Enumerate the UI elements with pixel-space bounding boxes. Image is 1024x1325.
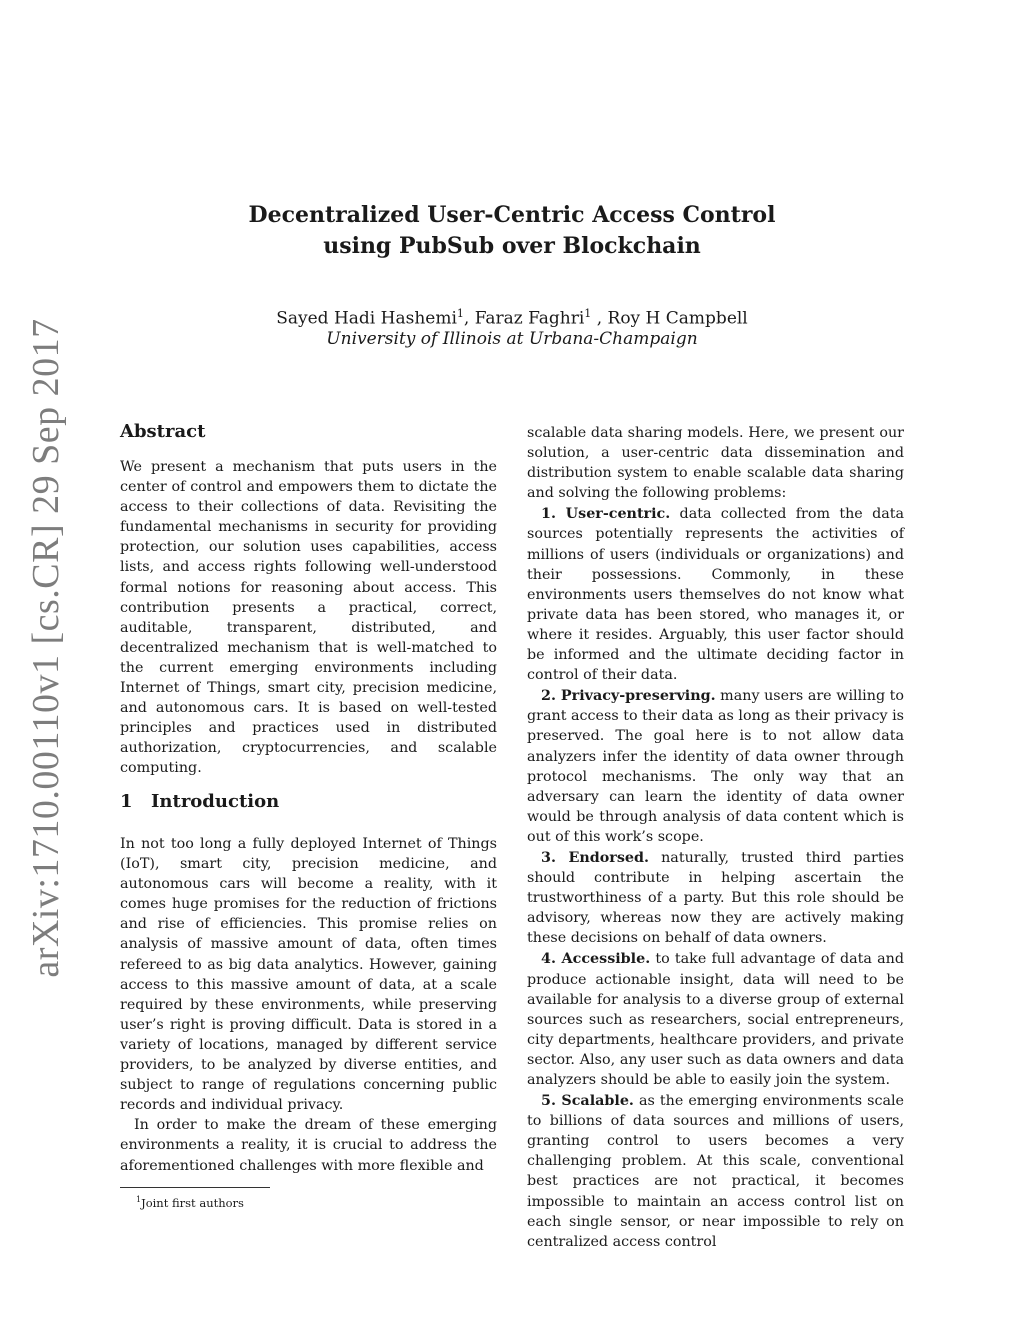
problem-item-accessible [527, 949, 904, 1090]
abstract-body [120, 457, 497, 779]
author-name: Faraz Faghri [474, 308, 585, 329]
item-text: as the emerging environments scale to billions of data sources and millions of users, granting control to users becomes a very challenging problem. At this scale, conventional best practices are not practical, it becomes impossible to maintain an access control list on each single sensor, or near impossible to rely on centralized access control [527, 1093, 905, 1250]
paper-title [200, 200, 824, 262]
footnote-divider [120, 1187, 270, 1188]
introduction-paragraph-2: In order to make the dream of these emerging environments a reality, it is crucial to address the aforementioned challenges with more flexible and [120, 1117, 497, 1174]
section-number: 1 [120, 791, 133, 812]
item-label: 3. Endorsed. [541, 849, 649, 866]
item-text: many users are willing to grant access to their data as long as their privacy is preserved. The goal here is to not allow data analyzers infer the identity of data owner through protocol mechanisms. The only way that an adversary can learn the identity of data owner would be through analysis of data content which is out of this work’s scope. [527, 688, 905, 845]
section-title: Introduction [151, 791, 280, 812]
footnote [136, 1192, 244, 1211]
introduction-paragraph-2-continued: scalable data sharing models. Here, we present our solution, a user-centric data dissemination and distribution system to enable scalable data sharing and solving the following problems: [527, 425, 904, 502]
abstract-paragraph: We present a mechanism that puts users in the center of control and empowers them to dictate the access to their collections of data. Revisiting the fundamental mechanisms in security for providing protection, our solution uses capabilities, access lists, and access rights following well-understood formal notions for reasoning about access. This contribution presents a practical, correct, auditable, transparent, distributed, and decentralized mechanism that is well-matched to the current emerging environments including Internet of Things, smart city, precision medicine, and autonomous cars. It is based on well-tested principles and practices used in distributed authorization, cryptocurrencies, and scalable computing. [120, 459, 497, 777]
author-name: Roy H Campbell [607, 308, 748, 329]
abstract-heading: Abstract [120, 421, 206, 442]
item-text: data collected from the data sources potentially represents the activities of millions of users (individuals or organizations) and their possessions. Commonly, in these environments users themselves do not know what private data has been stored, who manages it, or where it resides. Arguably, this user factor should be informed and the ultimate deciding factor in control of their data. [527, 506, 905, 684]
item-label: 4. Accessible. [541, 951, 651, 968]
introduction-paragraph-1: In not too long a fully deployed Internet of Things (IoT), smart city, precision medicine, and autonomous cars will become a reality, with it comes huge promises for the reduction of frictions and rise of efficiencies. This promise relies on analysis of massive amount of data, often times refereed to as big data analytics. However, gaining access to this massive amount of data, at a scale required by these environments, while preserving user’s right is proving difficult. Data is stored in a variety of locations, managed by different service providers, to be analyzed by diverse entities, and subject to range of regulations concerning public records and individual privacy. [120, 836, 497, 1114]
title-line-1: Decentralized User-Centric Access Control [248, 202, 776, 228]
author-name: Sayed Hadi Hashemi [276, 308, 457, 329]
problem-item-scalable [527, 1091, 904, 1252]
author-list: Sayed Hadi Hashemi$^1$, Faraz Faghri$^1$ , Roy H Campbell [276, 307, 748, 329]
problem-item-privacy-preserving [527, 686, 904, 847]
author-footnote-mark: 1 [456, 307, 464, 320]
footnote-text: Joint first authors [141, 1195, 244, 1210]
author-affiliation: University of Illinois at Urbana-Champaign [326, 329, 698, 349]
footnote-mark: 1 [136, 1195, 142, 1204]
item-text: naturally, trusted third parties should contribute in helping ascertain the trustworthiness of a party. But this role should be advisory, whereas now they are actively making these decisions on behalf of data owners. [527, 849, 904, 947]
item-text: to take full advantage of data and produce actionable insight, data will need to be available for analysis to a diverse group of external sources such as researchers, social entrepreneurs, city departments, healthcare providers, and private sector. Also, any user such as data owners and data analyzers should be able to easily join the system. [527, 951, 904, 1088]
item-label: 1. User-centric. [541, 506, 671, 523]
item-label: 5. Scalable. [541, 1093, 634, 1110]
author-footnote-mark: 1 [584, 307, 592, 320]
introduction-body [120, 834, 497, 1176]
problem-item-endorsed [527, 848, 904, 948]
title-line-2: using PubSub over Blockchain [323, 233, 701, 259]
problem-item-user-centric [527, 504, 904, 685]
right-column [527, 423, 904, 1252]
section-heading-introduction [120, 790, 279, 814]
item-label: 2. Privacy-preserving. [541, 688, 716, 705]
arxiv-identifier-stamp: arXiv:1710.00110v1 [cs.CR] 29 Sep 2017 [25, 318, 67, 978]
